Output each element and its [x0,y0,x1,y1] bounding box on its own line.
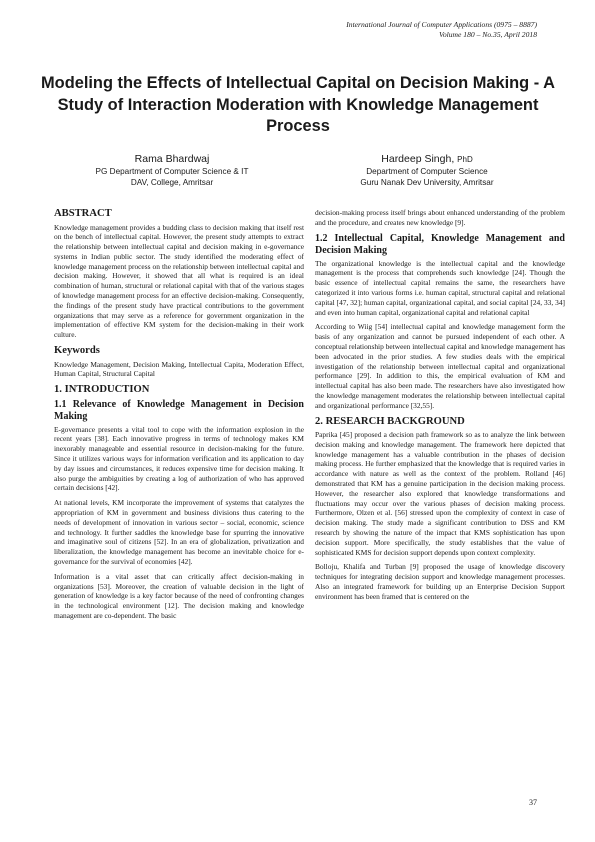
author-affiliation: Department of Computer Science [366,167,488,176]
abstract-heading: ABSTRACT [54,208,112,219]
journal-volume: Volume 180 – No.35, April 2018 [439,30,537,39]
author-degree: PhD [457,155,473,164]
abstract-text: Knowledge management provides a budding class to decision making that itself rest on the bench of intellectual capital. However, the present study attempts to extract the relationship between intellectual capital and decision making in e-governance systems in Indian public sector. The study identified the moderating effect of knowledge management process on the relationship between intellectual capital and decision making. However, it showed that all what is required is an ideal combination of human, structural or relational capital with that of the various stages of knowledge management process for an effective decision-making. Consequently, the findings of the present study have practical contributions to the government organizations that may serve as a reference for government organization in the implementation of effective KM system for the decision-making in their work culture. [54,222,304,340]
paragraph: decision-making process itself brings about enhanced understanding of the problem and the procedure, and creates new knowledge [9]. [315,208,565,227]
paragraph: The organizational knowledge is the intellectual capital and the knowledge management is the process that comprehends such knowledge [24]. Though the basic essence of intellectual capital remains the same, the researchers have categorized it into various forms i.e. human capital, structural capital and relational capital [47, 32]; human capital, organizational capital, and social capital [24, 33, 34] and even into human capital, organizational capital and relational capital [315,258,565,317]
author-name: Hardeep Singh, PhD [381,153,473,165]
research-background-heading: 2. RESEARCH BACKGROUND [315,415,465,427]
author-name: Rama Bhardwaj [134,153,210,165]
paragraph: According to Wiig [54] intellectual capital and knowledge management form the basis of any organization and cannot be pursued independent of each other. A conceptual relationship between intellectual capital and knowledge management has been advocated in the prior studies. A few studies deals with the empirical investigation of the relationship between intellectual capital and organizational performance [29]. In addition to this, the empirical evaluation of KM and intellectual capital has also been made. The researchers have also investigated how the knowledge management moderates the relationship between intellectual capital and organizational performance [32,55]. [315,322,565,410]
author-institution: Guru Nanak Dev University, Amritsar [360,178,494,187]
paragraph: At national levels, KM incorporate the improvement of systems that catalyzes the appropriation of KM in government and business divisions thus catering to the needs of development of innovation in various sector – social, economic, science and technology. It further saddles the knowledge base for spurring the innovative and imaginative soul of citizens [52]. In an era of globalization, privatization and liberalization, the knowledge management has become an inevitable choice for e-governance for the survival of economies [42]. [54,498,304,567]
paragraph: Paprika [45] proposed a decision path framework so as to analyze the link between decision making and knowledge management. The framework here depicted that knowledge management has a valuable contribution in the phases of decision making process. He further emphasized that the knowledge that is required varies in accordance with nature as well as the context of the problem. Rolland [46] demonstrated that KM has a genuine participation in the decision making process. However, the researcher also explored that knowledge transformations and fluctuations may occur over the various phases of decision making process. Furthermore, Olzen et al. [56] stressed upon the complexity of context in case of decision making. The study made a significant contribution to DSS and KM research by showing the nature of the impact that KMS sophistication has upon decision support. More specifically, the study establishes that the value of sophisticated KMS for decision support depends upon context complexity. [315,430,565,557]
journal-header [346,20,537,40]
subsection-1-2-heading: 1.2 Intellectual Capital, Knowledge Management and Decision Making [315,232,565,256]
journal-name: International Journal of Computer Applications (0975 – 8887) [346,20,537,29]
author-affiliation: PG Department of Computer Science & IT [95,167,249,176]
paragraph: Information is a vital asset that can critically affect decision-making in organizations [53]. Moreover, the creation of valuable decision in the light of generation of knowledge is a key factor because of the need of confronting changes in the technological environment [12]. The decision making and knowledge management are co-dependent. The basic [54,571,304,620]
right-column [315,208,565,607]
page-number: 37 [529,798,537,807]
author-2 [307,153,547,188]
paragraph: Bolloju, Khalifa and Turban [9] proposed the usage of knowledge discovery techniques for integrating decision support and knowledge management processes. Also an integrated framework for building up an Enterprise Decision Support environment has been framed that is centered on the [315,562,565,601]
paper-title: Modeling the Effects of Intellectual Capital on Decision Making - A Study of Interaction Moderation with Knowledge Management Process [41,74,555,135]
introduction-heading: 1. INTRODUCTION [54,384,150,396]
keywords-text: Knowledge Management, Decision Making, Intellectual Capita, Moderation Effect, Human Capital, Structural Capital [54,359,304,379]
paragraph: E-governance presents a vital tool to cope with the information explosion in the recent years [38]. Each innovative progress in terms of technology makes KM inexorably manageable and essential resource in decision-making for the future. Since it utilizes various ways for information verification and its application to day by day issues and circumstances, it reduces expensive time for decision making. It also purge the ambiguities by creating a log of authorization of who has approved certain decisions [42]. [54,424,304,493]
author-1 [52,153,292,188]
subsection-1-1-heading: 1.1 Relevance of Knowledge Management in Decision Making [54,398,304,422]
left-column [54,208,304,626]
author-institution: DAV, College, Amritsar [130,178,214,187]
keywords-heading: Keywords [54,345,100,357]
